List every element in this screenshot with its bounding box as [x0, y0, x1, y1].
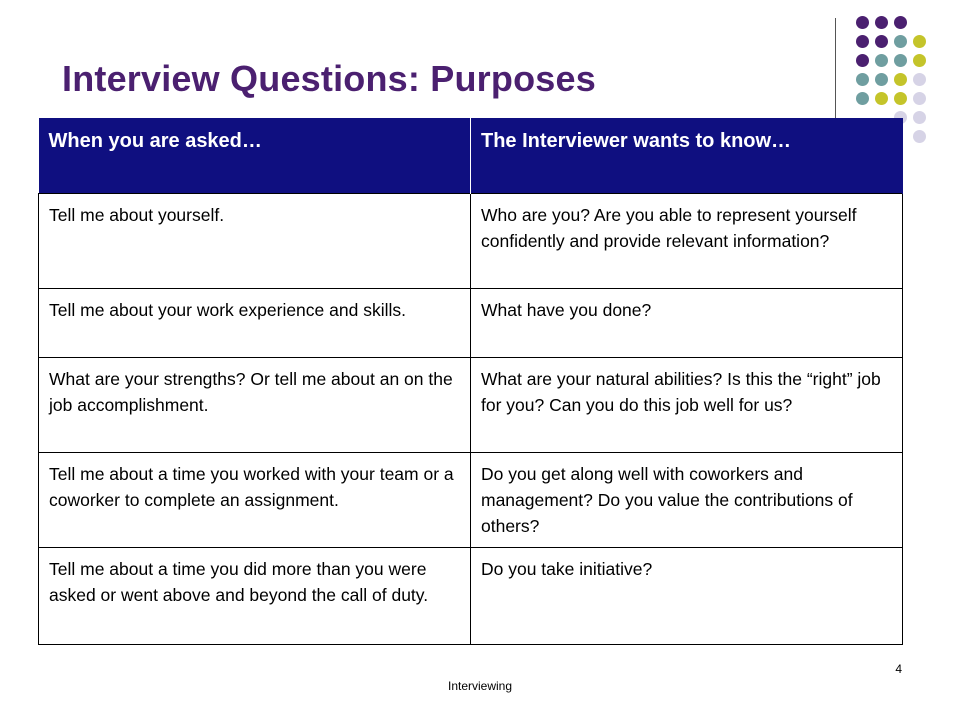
column-header-wants-to-know: The Interviewer wants to know…: [471, 118, 903, 194]
question-cell: Tell me about your work experience and skills.: [39, 289, 471, 358]
purpose-cell: What have you done?: [471, 289, 903, 358]
purpose-cell: What are your natural abilities? Is this the “right” job for you? Can you do this job well for us?: [471, 358, 903, 453]
decorative-dot: [875, 73, 888, 86]
decorative-dot: [875, 16, 888, 29]
decorative-dot: [856, 16, 869, 29]
table-row: [39, 194, 903, 289]
question-cell: What are your strengths? Or tell me about an on the job accomplishment.: [39, 358, 471, 453]
page-number: 4: [895, 662, 902, 676]
decorative-dot: [913, 35, 926, 48]
table-row: [39, 358, 903, 453]
table-header-row: [39, 118, 903, 194]
decorative-dot: [894, 35, 907, 48]
column-header-asked: When you are asked…: [39, 118, 471, 194]
title-divider-line: [835, 18, 836, 118]
decorative-dot: [894, 73, 907, 86]
question-cell: Tell me about yourself.: [39, 194, 471, 289]
question-cell: Tell me about a time you worked with your team or a coworker to complete an assignment.: [39, 453, 471, 548]
question-cell: Tell me about a time you did more than you were asked or went above and beyond the call of duty.: [39, 548, 471, 645]
decorative-dot: [856, 35, 869, 48]
purpose-cell: Do you take initiative?: [471, 548, 903, 645]
interview-questions-table: [38, 118, 903, 645]
decorative-dot: [913, 92, 926, 105]
footer-label: Interviewing: [447, 679, 513, 693]
purpose-cell: Who are you? Are you able to represent yourself confidently and provide relevant information?: [471, 194, 903, 289]
decorative-dot: [875, 35, 888, 48]
decorative-dot: [913, 73, 926, 86]
slide-title: Interview Questions: Purposes: [62, 58, 596, 99]
decorative-dot: [856, 54, 869, 67]
decorative-dot: [913, 54, 926, 67]
table-row: [39, 548, 903, 645]
purpose-cell: Do you get along well with coworkers and management? Do you value the contributions of others?: [471, 453, 903, 548]
decorative-dot: [875, 92, 888, 105]
decorative-dot: [913, 130, 926, 143]
decorative-dot: [856, 73, 869, 86]
decorative-dot: [894, 92, 907, 105]
decorative-dot: [894, 54, 907, 67]
decorative-dot: [856, 92, 869, 105]
decorative-dot: [894, 16, 907, 29]
table-row: [39, 289, 903, 358]
decorative-dot: [913, 111, 926, 124]
table-row: [39, 453, 903, 548]
decorative-dot: [875, 54, 888, 67]
